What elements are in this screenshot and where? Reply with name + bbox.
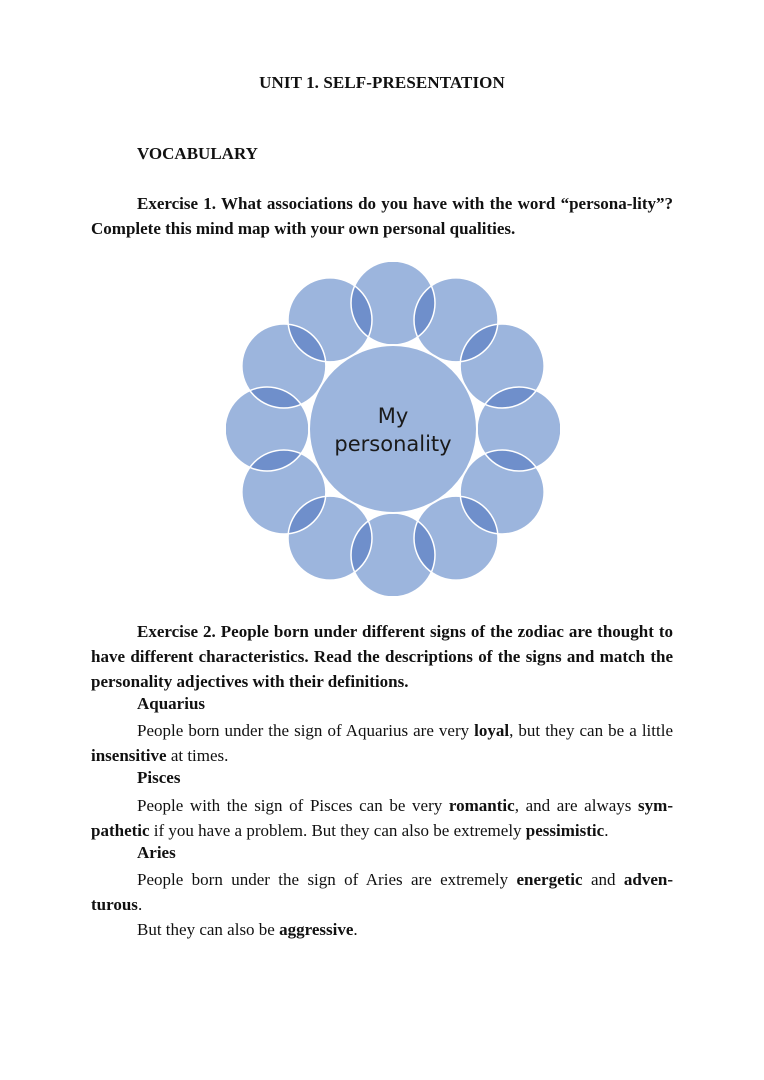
aquarius-heading: Aquarius — [137, 694, 206, 713]
adjective-sympathetic: sym-pathetic — [91, 796, 673, 840]
aries-text-3: . — [137, 895, 143, 914]
exercise-2-label: Exercise 2. — [137, 622, 216, 641]
aquarius-text-2: , but they can be a little — [509, 721, 673, 740]
pisces-text-4: . — [604, 821, 609, 840]
adjective-energetic: energetic — [516, 870, 583, 889]
exercise-2-instruction — [91, 619, 673, 694]
pisces-heading: Pisces — [137, 768, 181, 787]
aquarius-description — [91, 718, 673, 768]
exercise-2-text: People born under different signs of the zodiac are thought to have different characteristics. Read the descriptions of the signs and match the personality adjectives with their definitions. — [91, 622, 673, 691]
exercise-1-instruction — [91, 191, 673, 241]
unit-title: UNIT 1. SELF-PRESENTATION — [259, 73, 505, 92]
mind-map-center-circle — [309, 345, 477, 513]
personality-mind-map — [226, 262, 560, 596]
aquarius-text-1: People born under the sign of Aquarius are very — [137, 721, 475, 740]
exercise-1-text: What associations do you have with the word “persona-lity”? Complete this mind map with your own personal qualities. — [91, 194, 673, 238]
pisces-description — [91, 793, 673, 843]
aries-description-2 — [91, 917, 673, 942]
vocabulary-heading: VOCABULARY — [137, 144, 258, 163]
adjective-romantic: romantic — [448, 796, 515, 815]
pisces-text-1: People with the sign of Pisces can be very — [137, 796, 449, 815]
mind-map-center-label-line1: My — [377, 404, 409, 428]
aries-description — [91, 867, 673, 917]
aries-text-4: But they can also be — [137, 920, 280, 939]
aries-text-1: People born under the sign of Aries are extremely — [137, 870, 517, 889]
exercise-1-label: Exercise 1. — [137, 194, 217, 213]
mind-map-diagram — [226, 262, 560, 596]
aries-heading: Aries — [137, 843, 176, 862]
aquarius-text-3: at times. — [166, 746, 229, 765]
adjective-insensitive: insensitive — [91, 746, 167, 765]
aries-text-5: . — [353, 920, 358, 939]
adjective-aggressive: aggressive — [279, 920, 354, 939]
mind-map-center-label-line2: personality — [334, 432, 452, 456]
pisces-text-3: if you have a problem. But they can also be extremely — [149, 821, 526, 840]
pisces-text-2: , and are always — [514, 796, 639, 815]
adjective-loyal: loyal — [474, 721, 510, 740]
adjective-adventurous: adven-turous — [91, 870, 674, 914]
adjective-pessimistic: pessimistic — [525, 821, 605, 840]
aries-text-2: and — [582, 870, 624, 889]
